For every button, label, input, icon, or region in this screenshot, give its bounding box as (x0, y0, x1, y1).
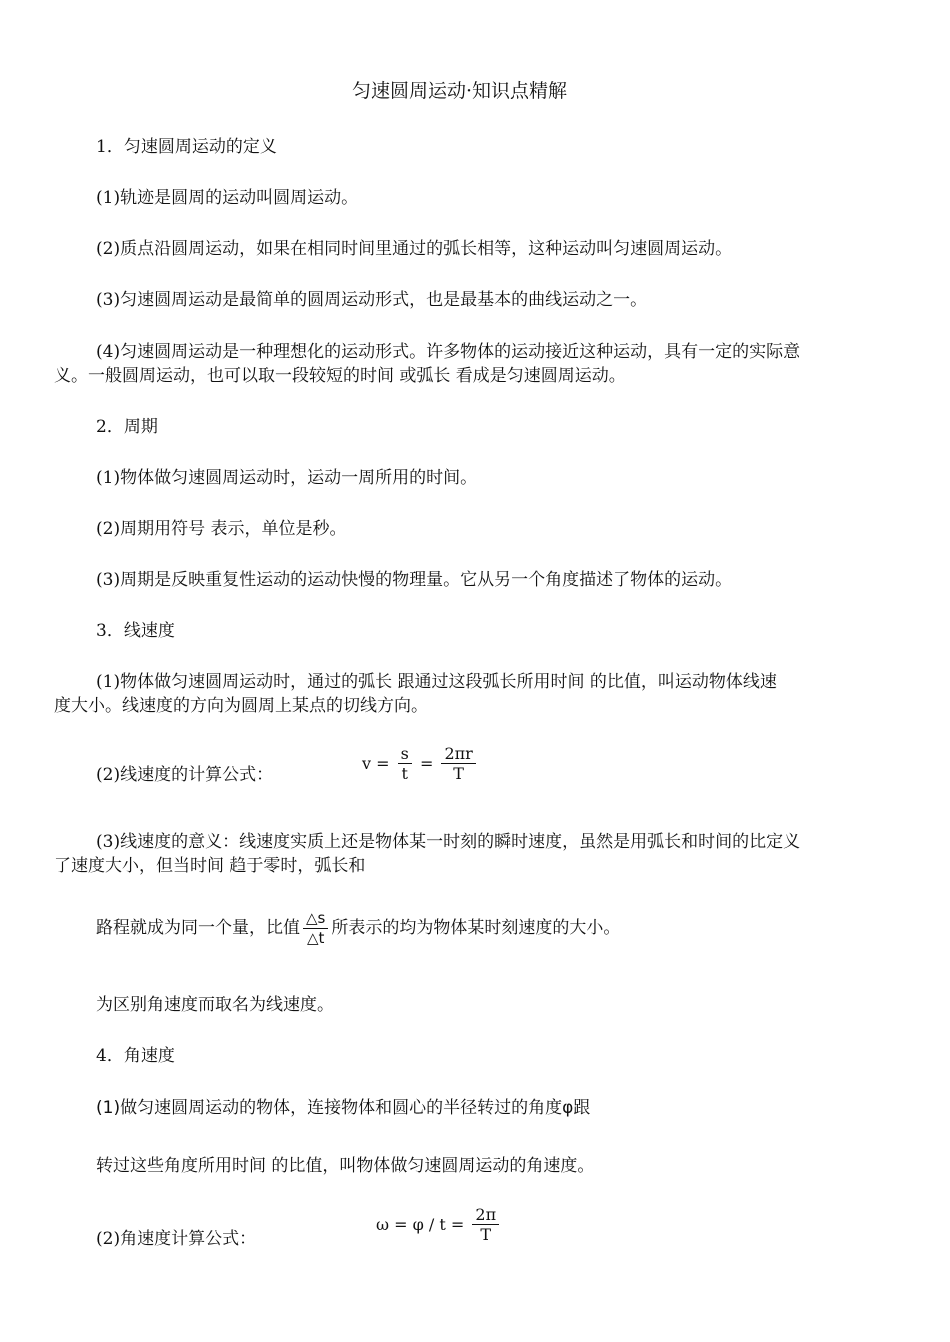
section-3-para-1-line-2: 度大小。线速度的方向为圆周上某点的切线方向。 (54, 696, 428, 716)
angular-velocity-formula-label: (2)角速度计算公式： (96, 1229, 257, 1249)
formula-lhs: v = (362, 754, 390, 773)
formula-fraction-2pir-over-T (441, 744, 475, 783)
fraction-numerator: △s (303, 909, 328, 929)
text-after-fraction: 所表示的均为物体某时刻速度的大小。 (331, 918, 621, 938)
fraction-numerator: 2πr (441, 744, 475, 764)
section-4-para-1-line-2: 转过这些角度所用时间 的比值，叫物体做匀速圆周运动的角速度。 (96, 1156, 595, 1176)
fraction-denominator: t (401, 764, 408, 783)
section-3-para-3-line-1: (3)线速度的意义：线速度实质上还是物体某一时刻的瞬时速度，虽然是用弧长和时间的比定义 (96, 832, 801, 852)
fraction-denominator: T (453, 764, 464, 783)
section-1-para-2: (2)质点沿圆周运动，如果在相同时间里通过的弧长相等，这种运动叫匀速圆周运动。 (96, 239, 733, 259)
fraction-denominator: △t (306, 928, 325, 947)
formula-fraction-2pi-over-T (472, 1205, 499, 1244)
formula-equals: = (419, 754, 434, 773)
section-1-para-4-line-2: 义。一般圆周运动，也可以取一段较短的时间 或弧长 看成是匀速圆周运动。 (54, 366, 626, 386)
section-1-para-1: (1)轨迹是圆周的运动叫圆周运动。 (96, 188, 359, 208)
section-3-para-3-line-3 (96, 905, 620, 951)
angular-velocity-formula (376, 1205, 502, 1244)
fraction-numerator: s (398, 744, 412, 764)
delta-fraction (303, 909, 328, 948)
formula-fraction-s-over-t (398, 744, 412, 783)
section-2-para-2: (2)周期用符号 表示，单位是秒。 (96, 519, 347, 539)
fraction-denominator: T (480, 1225, 492, 1244)
section-2-para-3: (3)周期是反映重复性运动的运动快慢的物理量。它从另一个角度描述了物体的运动。 (96, 570, 733, 590)
section-2-para-1: (1)物体做匀速圆周运动时，运动一周所用的时间。 (96, 468, 478, 488)
fraction-numerator: 2π (472, 1205, 499, 1225)
section-4-para-1-line-1: (1)做匀速圆周运动的物体，连接物体和圆心的半径转过的角度φ跟 (96, 1098, 591, 1118)
section-1-heading: 1．匀速圆周运动的定义 (96, 137, 277, 157)
section-4-heading: 4．角速度 (96, 1046, 175, 1066)
section-1-para-3: (3)匀速圆周运动是最简单的圆周运动形式，也是最基本的曲线运动之一。 (96, 290, 648, 310)
text-before-fraction: 路程就成为同一个量，比值 (96, 918, 300, 938)
section-3-para-1-line-1: (1)物体做匀速圆周运动时，通过的弧长 跟通过这段弧长所用时间 的比值，叫运动物体线速 (96, 672, 777, 692)
section-2-heading: 2．周期 (96, 417, 158, 437)
formula-lhs: ω = φ / t = (376, 1215, 465, 1234)
page-title: 匀速圆周运动·知识点精解 (352, 80, 568, 102)
section-3-para-3-line-2: 了速度大小，但当时间 趋于零时，弧长和 (54, 856, 366, 876)
linear-velocity-formula-label: (2)线速度的计算公式： (96, 765, 274, 785)
section-1-para-4-line-1: (4)匀速圆周运动是一种理想化的运动形式。许多物体的运动接近这种运动，具有一定的实际意 (96, 342, 801, 362)
section-3-heading: 3．线速度 (96, 621, 175, 641)
linear-velocity-formula (362, 744, 479, 783)
section-3-para-3-line-4: 为区别角速度而取名为线速度。 (96, 995, 334, 1015)
